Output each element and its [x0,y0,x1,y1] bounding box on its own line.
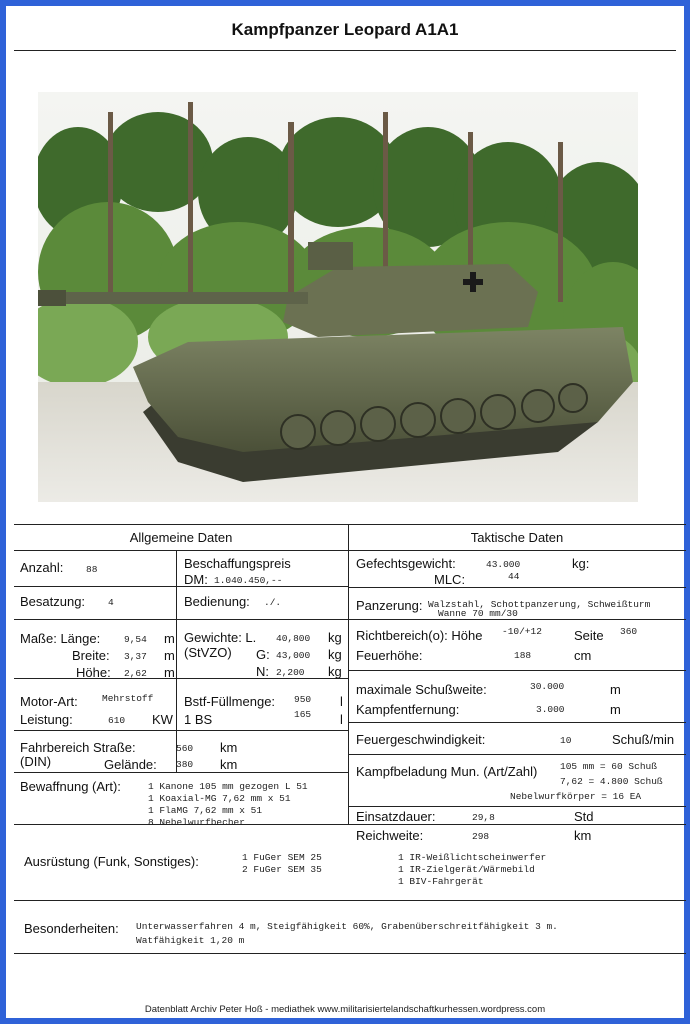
rule [14,524,686,525]
leistung-label: Leistung: [20,712,73,727]
besatzung-label: Besatzung: [20,594,86,609]
ausruestung-item: 2 FuGer SEM 35 [242,864,322,875]
gewicht-n-label: N: [256,664,269,679]
footer-credit: Datenblatt Archiv Peter Hoß - mediathek www.militarisiertelandschaftkurhessen.wordpress.com [144,1004,546,1015]
reichweite-unit: km [574,828,592,843]
reichweite-label: Reichweite: [356,828,424,843]
bs-label: 1 BS [184,712,213,727]
rule [14,900,686,901]
panzerung-value: Walzstahl, Schottpanzerung, Schweißturm [428,599,651,610]
anzahl-label: Anzahl: [20,560,64,575]
bewaffnung-item: 1 FlaMG 7,62 mm x 51 [148,805,263,816]
column-divider [348,524,349,824]
gefechtsgewicht-unit: kg: [572,556,590,571]
gewicht-l-unit: kg [328,630,342,645]
strasse-value: 560 [176,743,194,754]
rule [348,722,686,723]
breite-value: 3,37 [124,651,147,662]
right-header: Taktische Daten [470,530,564,545]
feuerhoehe-unit: cm [574,648,592,663]
beladung-item: 7,62 = 4.800 Schuß [560,776,663,787]
laenge-unit: m [164,631,175,646]
bstf-label: Bstf-Füllmenge: [184,694,276,709]
mlc-value: 44 [508,571,520,582]
ausruestung-item: 1 BIV-Fahrgerät [398,876,484,887]
ausruestung-item: 1 IR-Zielgerät/Wärmebild [398,864,535,875]
feuergeschw-label: Feuergeschwindigkeit: [356,732,486,747]
hoehe-label: Höhe: [76,665,111,680]
besonderheiten-line: Unterwasserfahren 4 m, Steigfähigkeit 60%, Grabenüberschreitfähigkeit 3 m. [136,921,558,932]
seite-value: 360 [620,626,638,637]
feuergeschw-value: 10 [560,735,572,746]
einsatzdauer-unit: Std [574,809,594,824]
rule [14,953,686,954]
breite-label: Breite: [72,648,110,663]
laenge-value: 9,54 [124,634,147,645]
title-divider [14,50,676,51]
din-label: (DIN) [20,754,52,769]
dm-label: DM: [184,572,208,587]
feuerhoehe-value: 188 [514,650,532,661]
bedienung-label: Bedienung: [184,594,250,609]
fahrbereich-label: Fahrbereich Straße: [20,740,136,755]
laenge-label: Maße: Länge: [20,631,101,646]
schussweite-label: maximale Schußweite: [356,682,487,697]
motor-value: Mehrstoff [102,693,154,704]
besonderheiten-line: Watfähigkeit 1,20 m [136,935,245,946]
hoehe-unit: m [164,665,175,680]
gelaende-value: 380 [176,759,194,770]
anzahl-value: 88 [86,564,98,575]
einsatzdauer-label: Einsatzdauer: [356,809,436,824]
strasse-unit: km [220,740,238,755]
bstf-value: 950 [294,694,312,705]
data-table [14,524,686,954]
seite-label: Seite [574,628,604,643]
bewaffnung-item: 1 Koaxial-MG 7,62 mm x 51 [148,793,291,804]
gewicht-n-value: 2,200 [276,667,305,678]
gewicht-g-value: 43,000 [276,650,311,661]
reichweite-value: 298 [472,831,490,842]
column-divider [176,550,177,772]
rule [348,619,686,620]
schussweite-unit: m [610,682,621,697]
left-header: Allgemeine Daten [129,530,233,545]
hoehe-value: 2,62 [124,668,147,679]
tank-photo [38,92,638,502]
schussweite-value: 30.000 [530,681,565,692]
kampfbeladung-label: Kampfbeladung Mun. (Art/Zahl) [356,764,538,779]
gewicht-l-value: 40,800 [276,633,311,644]
beschaffung-label: Beschaffungspreis [184,556,291,571]
ausruestung-item: 1 IR-Weißlichtscheinwerfer [398,852,547,863]
beladung-item: Nebelwurfkörper = 16 EA [510,791,642,802]
tank-photo-graphic [38,92,638,502]
rule [14,730,348,731]
rule [14,772,348,773]
rule [14,550,686,551]
kampfentfernung-value: 3.000 [536,704,565,715]
mlc-label: MLC: [434,572,466,587]
gefechtsgewicht-label: Gefechtsgewicht: [356,556,456,571]
panzerung-value-2: Wanne 70 mm/30 [438,608,518,619]
kampfentfernung-label: Kampfentfernung: [356,702,460,717]
kampfentfernung-unit: m [610,702,621,717]
bewaffnung-item: 8 Nebelwurfbecher [148,817,245,828]
richtbereich-label: Richtbereich(o): Höhe [356,628,483,643]
ausruestung-item: 1 FuGer SEM 25 [242,852,322,863]
besatzung-value: 4 [108,597,114,608]
gelaende-label: Gelände: [104,757,157,772]
gewichte-label: Gewichte: L. [184,630,257,645]
feuergeschw-unit: Schuß/min [612,732,675,747]
feuerhoehe-label: Feuerhöhe: [356,648,423,663]
bewaffnung-item: 1 Kanone 105 mm gezogen L 51 [148,781,308,792]
stvzo-label: (StVZO) [184,645,232,660]
leistung-unit: KW [152,712,173,727]
rule [348,670,686,671]
dm-value: 1.040.450,-- [214,575,283,586]
rule [14,678,348,679]
ausruestung-label: Ausrüstung (Funk, Sonstiges): [24,854,199,869]
beladung-item: 105 mm = 60 Schuß [560,761,657,772]
page-title: Kampfpanzer Leopard A1A1 [231,20,459,39]
einsatzdauer-value: 29,8 [472,812,495,823]
bstf-unit: l [340,694,343,709]
bedienung-value: ./. [264,597,282,608]
gewicht-n-unit: kg [328,664,342,679]
bs-unit: l [340,712,343,727]
rule [348,754,686,755]
gewicht-g-unit: kg [328,647,342,662]
breite-unit: m [164,648,175,663]
richt-hoehe-value: -10/+12 [502,626,542,637]
leistung-value: 610 [108,715,126,726]
bs-value: 165 [294,709,312,720]
panzerung-label: Panzerung: [356,598,423,613]
gefechtsgewicht-value: 43.000 [486,559,521,570]
motor-label: Motor-Art: [20,694,78,709]
bewaffnung-label: Bewaffnung (Art): [20,779,121,794]
besonderheiten-label: Besonderheiten: [24,921,119,936]
gelaende-unit: km [220,757,238,772]
rule [348,806,686,807]
rule [14,824,686,825]
gewicht-g-label: G: [256,647,270,662]
rule [14,619,348,620]
rule [348,587,686,588]
rule [14,586,348,587]
